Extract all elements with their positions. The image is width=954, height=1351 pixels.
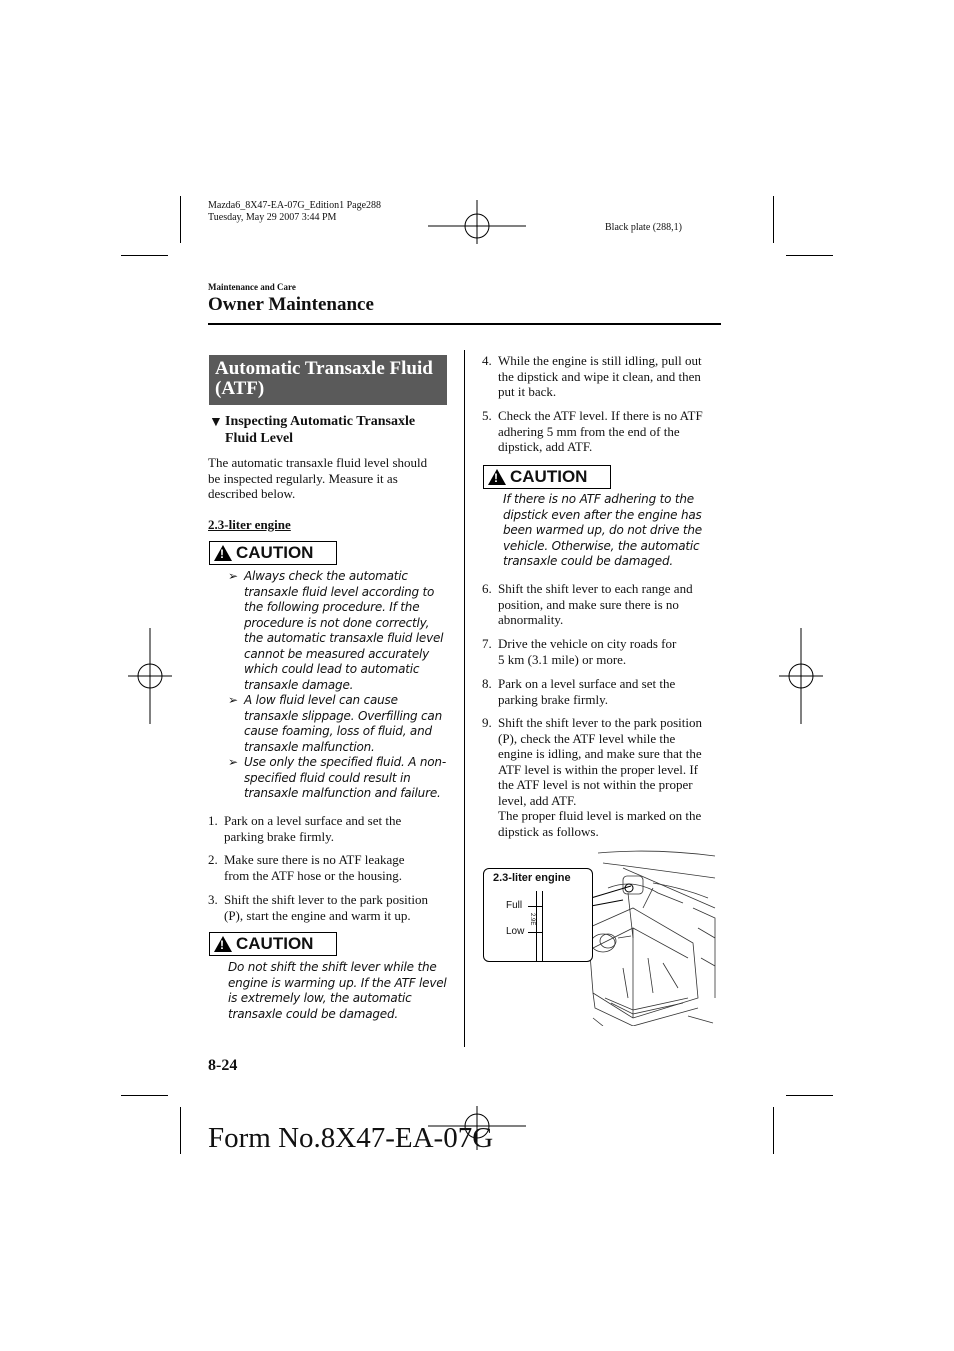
caution-line: specified fluid could result in [244,770,411,785]
step-line: position, and make sure there is no [498,596,679,612]
dipstick-low-label: Low [506,926,525,937]
dipstick-figure [483,848,718,1026]
caution-line: transaxle malfunction and failure. [244,786,441,800]
step-line: Shift the shift lever to the park position [224,892,428,907]
section-rule [208,323,721,325]
step-line: Park on a level surface and set the [498,676,676,691]
subheading-line1: Inspecting Automatic Transaxle [225,414,416,429]
warning-icon [214,545,232,561]
step-line: (P), check the ATF level while the [498,730,676,746]
dipstick-full-label: Full [506,900,523,911]
arrow-bullet-icon: ➢ [228,569,238,583]
dipstick-blade-right [542,891,543,961]
subheading-triangle-icon: ▼ [209,415,223,430]
caution-label: CAUTION [236,934,314,953]
caution-line: transaxle slippage. Overfilling can [244,708,442,723]
caution-line: the following procedure. If the [244,600,420,614]
caution-line: procedure is not done correctly, [244,615,430,630]
step-line: While the engine is still idling, pull out [498,353,702,368]
step-line: adhering 5 mm from the end of the [498,423,680,439]
step-number: 4. [482,353,492,368]
step-line: from the ATF hose or the housing. [224,867,403,883]
section-small-title: Maintenance and Care [208,282,296,292]
step-number: 7. [482,636,492,651]
dipstick-blade-left [536,891,537,961]
caution-line: dipstick even after the engine has [503,507,702,522]
registration-mark-right [777,628,825,724]
caution-line: transaxle fluid level according to [244,584,435,599]
step-line: dipstick as follows. [498,823,599,839]
step-line: Check the ATF level. If there is no ATF [498,408,703,423]
step-line: The proper fluid level is marked on the [498,808,702,823]
step-line: engine is idling, and make sure that the [498,746,702,761]
step-line: abnormality. [498,612,564,627]
caution-line: Do not shift the shift lever while the [228,960,437,974]
topic-title-line2: (ATF) [215,378,265,399]
topic-title-box [209,355,447,405]
caution-box-3 [483,465,611,489]
caution-line: engine is warming up. If the ATF level [228,975,447,990]
step-number: 2. [208,852,218,867]
warning-icon [488,469,506,485]
step-line: dipstick, add ATF. [498,439,593,454]
step-number: 8. [482,676,492,691]
registration-mark-top [428,198,526,246]
step-line: parking brake firmly. [224,828,334,844]
caution-line: Use only the specified fluid. A non- [244,755,446,769]
caution-line: cause foaming, loss of fluid, and [244,724,432,738]
step-line: parking brake firmly. [498,691,608,707]
caution2-text [228,960,458,1022]
plate-label: Black plate (288,1) [605,222,682,233]
arrow-bullet-icon: ➢ [228,755,238,769]
intro-line: described below. [208,486,296,501]
caution-line: transaxle damage. [244,677,354,692]
step-line: Drive the vehicle on city roads for [498,636,677,651]
dipstick-code: 2.9E [529,913,535,926]
column-divider [464,350,465,1047]
warning-icon [214,936,232,952]
dipstick-full-mark [528,906,542,907]
caution-label: CAUTION [510,467,588,486]
intro-line: be inspected regularly. Measure it as [208,470,398,486]
step-number: 3. [208,892,218,907]
caution-box-2 [209,932,337,956]
form-number: Form No.8X47-EA-07G [208,1122,494,1154]
step-line: put it back. [498,384,557,399]
subheading [225,413,415,447]
dipstick-callout [483,868,593,962]
step-line: Shift the shift lever to each range and [498,581,693,596]
caution-line: Always check the automatic [244,569,408,583]
step-line: Park on a level surface and set the [224,813,402,828]
section-title: Owner Maintenance [208,294,374,315]
arrow-bullet-icon: ➢ [228,693,238,707]
engine-label: 2.3-liter engine [208,517,291,532]
caution-line: is extremely low, the automatic [228,991,412,1005]
caution-box-1 [209,541,337,565]
caution-line: vehicle. Otherwise, the automatic [503,538,700,553]
print-info-line2: Tuesday, May 29 2007 3:44 PM [208,212,337,223]
topic-title-line1: Automatic Transaxle Fluid [215,358,433,379]
caution1-bullet-1 [228,569,453,693]
print-info-line1: Mazda6_8X47-EA-07G_Edition1 Page288 [208,200,382,211]
caution-line: which could lead to automatic [244,662,420,676]
step-line: (P), start the engine and warm it up. [224,907,411,923]
caution3-text [503,492,728,570]
registration-mark-left [126,628,174,724]
caution-line: transaxle could be damaged. [503,554,674,568]
caution-line: the automatic transaxle fluid level [244,631,444,645]
caution-line: transaxle could be damaged. [228,1006,399,1021]
caution-line: been warmed up, do not drive the [503,523,702,537]
figure-title: 2.3-liter engine [493,872,571,884]
caution-line: cannot be measured accurately [244,646,430,661]
page-number: 8-24 [208,1057,238,1074]
step-number: 6. [482,581,492,596]
step-line: the ATF level is not within the proper [498,777,693,792]
caution-label: CAUTION [236,543,314,562]
step-line: ATF level is within the proper level. If [498,761,699,777]
caution-line: transaxle malfunction. [244,739,375,754]
step-line: level, add ATF. [498,792,577,808]
step-line: the dipstick and wipe it clean, and then [498,368,701,384]
intro-line: The automatic transaxle fluid level should [208,455,428,470]
caution-line: If there is no ATF adhering to the [503,492,694,506]
caution1-bullet-3 [228,755,453,802]
step-line: Make sure there is no ATF leakage [224,852,405,867]
step-number: 9. [482,715,492,730]
step-line: 5 km (3.1 mile) or more. [498,651,627,667]
caution1-bullet-2 [228,693,453,755]
subheading-line2: Fluid Level [225,431,294,446]
step-number: 1. [208,813,218,828]
caution-line: A low fluid level can cause [244,693,398,707]
step-number: 5. [482,408,492,423]
intro-paragraph [208,455,427,502]
step-line: Shift the shift lever to the park position [498,715,702,730]
dipstick-low-mark [528,932,542,933]
